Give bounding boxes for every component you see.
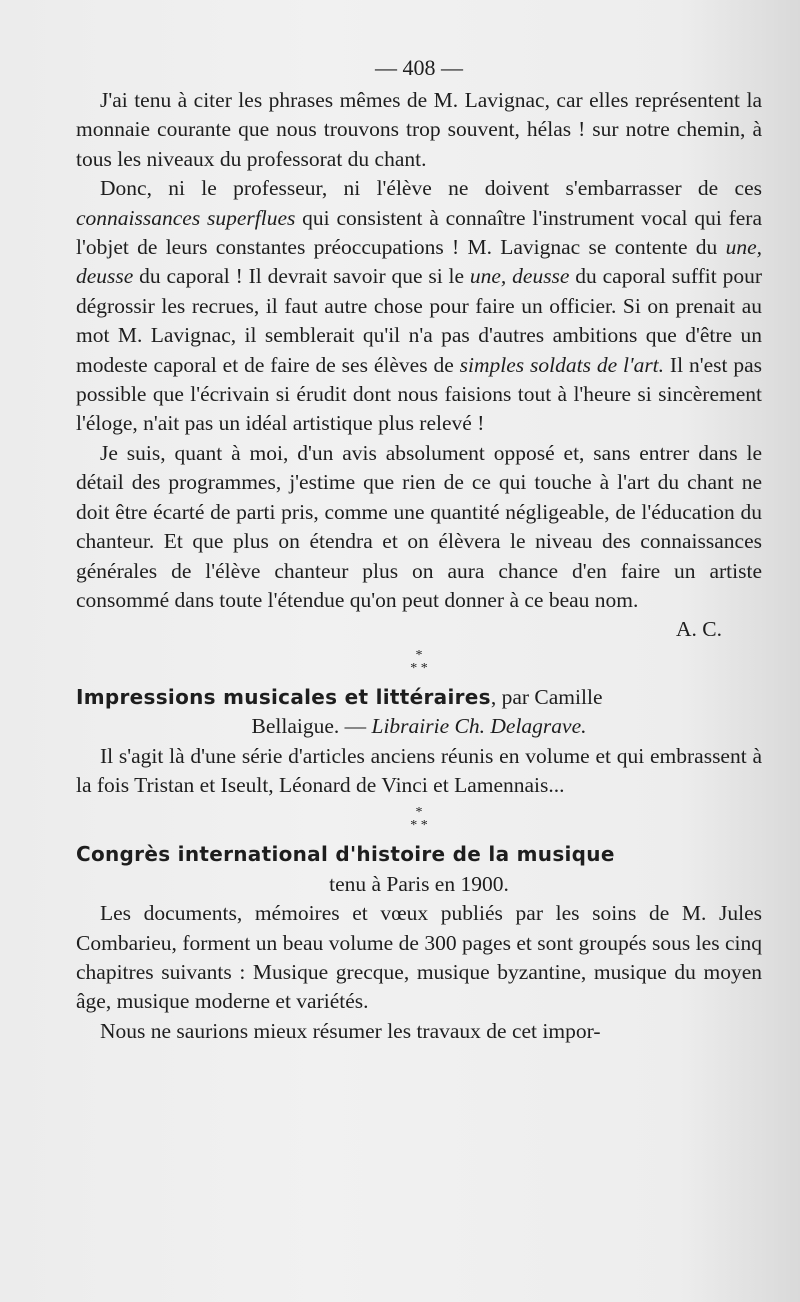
- italic-run: une, deusse: [469, 264, 570, 289]
- heading-line-1: [76, 840, 762, 869]
- section-separator: [76, 806, 762, 832]
- separator-star: *: [415, 647, 423, 663]
- paragraph-impressions: Il s'agit là d'une série d'articles anciens réunis en volume et qui embrassent à la fois Tristan et Iseult, Léonard de Vinci et Lamennais...: [76, 743, 762, 797]
- heading-title: Impressions musicales et littéraires: [76, 684, 491, 709]
- text-run: Il n'est pas possible que l'écrivain si érudit dont nous faisions tout à l'heure si sincèrement l'éloge, n'ait pas un idéal artistique plus relevé !: [76, 352, 762, 436]
- separator-star: *: [415, 805, 423, 821]
- paragraph-congres-documents: Les documents, mémoires et vœux publiés par les soins de M. Jules Combarieu, forment un beau volume de 300 pages et sont groupés sous les cinq chapitres suivants : Musique grecque, musique byzantine, musique du moyen âge, musique moderne et variétés.: [76, 901, 762, 1014]
- italic-run: simples soldats de l'art.: [459, 352, 665, 377]
- heading-author-end: Bellaigue. —: [251, 714, 372, 739]
- heading-congres: [76, 840, 762, 899]
- italic-run: connaissances superflues: [76, 205, 296, 230]
- heading-line-1: [76, 683, 762, 712]
- signature: A. C.: [676, 617, 722, 642]
- separator-stars: * *: [410, 660, 428, 676]
- paragraph-professeur: [76, 174, 762, 439]
- text-run: Donc, ni le professeur, ni l'élève ne doivent s'embarrasser de ces: [100, 176, 762, 201]
- heading-author: , par Camille: [490, 684, 603, 709]
- heading-line-2: [251, 714, 586, 738]
- heading-title: Congrès international d'histoire de la musique: [76, 842, 615, 867]
- heading-impressions: [76, 683, 762, 742]
- separator-stars: * *: [410, 818, 428, 834]
- heading-line-2: tenu à Paris en 1900.: [329, 871, 509, 896]
- paragraph-avis-oppose: Je suis, quant à moi, d'un avis absolument opposé et, sans entrer dans le détail des programmes, j'estime que rien de ce qui touche à l'art du chant ne doit être écarté de parti pris, comme une quantité négligeable, de l'éducation du chanteur. Et que plus on étendra et on élèvera le niveau des connaissances générales de l'élève chanteur plus on aura chance d'en faire un artiste consommé dans toute l'étendue qu'on peut donner à ce beau nom.: [76, 440, 762, 612]
- heading-publisher: Librairie Ch. Delagrave.: [371, 714, 587, 739]
- page-number: — 408 —: [375, 55, 463, 80]
- section-separator: [76, 649, 762, 675]
- text-run: du caporal ! Il devrait savoir que si le: [133, 264, 470, 289]
- italic-run: une, deusse: [76, 235, 762, 289]
- text-run: qui consistent à connaître l'instrument vocal qui fera l'objet de leurs constantes préoccupations ! M. Lavignac se contente du: [76, 205, 762, 260]
- paragraph-congres-travaux: Nous ne saurions mieux résumer les travaux de cet impor-: [100, 1018, 601, 1043]
- text-run: du caporal suffit pour dégrossir les recrues, il faut autre chose pour faire un officier. Si on prenait au mot M. Lavignac, il semblerait qu'il n'a pas d'autres ambitions que d'être un modeste caporal et de faire de ses élèves de: [76, 264, 762, 377]
- paragraph-lavignac-quote: J'ai tenu à citer les phrases mêmes de M. Lavignac, car elles représentent la monnaie courante que nous trouvons trop souvent, hélas ! sur notre chemin, à tous les niveaux du professorat du chant.: [76, 88, 762, 171]
